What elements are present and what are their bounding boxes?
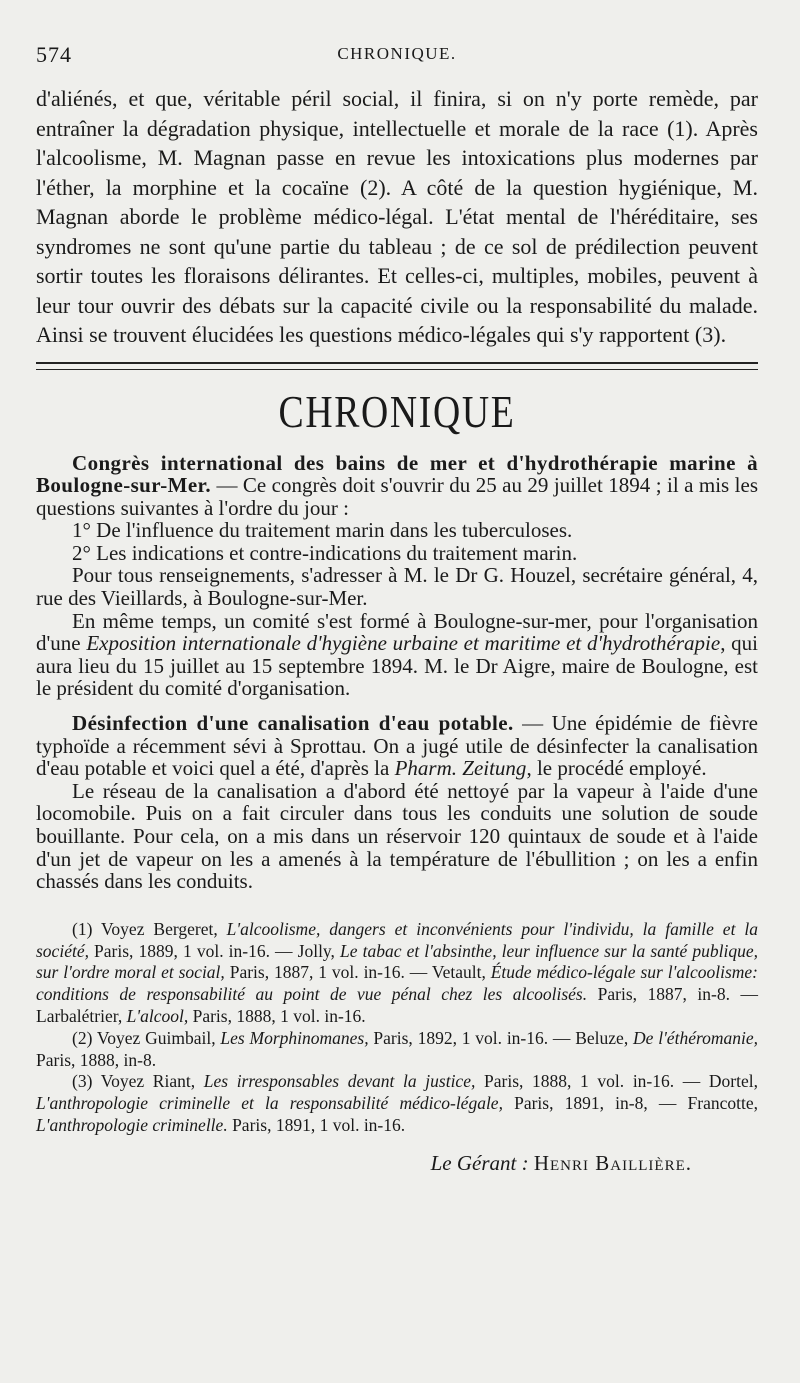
footnote-2-text: Paris, 1888, in-8. [36, 1049, 157, 1070]
footnote-3-text: Paris, 1888, 1 vol. in-16. — Dortel, [475, 1071, 759, 1092]
footnote-3-text: Paris, 1891, in-8, — Francotte, [502, 1093, 758, 1114]
exposition-title: Exposition internationale d'hygiène urbaine et maritime et d'hydrothérapie [86, 631, 721, 656]
signature-label: Le Gérant : [430, 1150, 529, 1175]
article-desinfection [36, 712, 758, 893]
footnote-2-work: De l'éthéromanie, [633, 1027, 759, 1048]
article-desinfection-body: Le réseau de la canalisation a d'abord été nettoyé par la vapeur à l'aide d'une locomobile. Puis on a fait circuler dans tous les conduits une solution de soude bouillante. Pour cela, on a mis dans un réservoir 120 quintaux de soude et à l'aide d'un jet de vapeur on les a amenés à la température de l'ébullition ; on les a enfin chassés dans les conduits. [36, 778, 758, 894]
footnote-2-text: Paris, 1892, 1 vol. in-16. — Beluze, [368, 1027, 633, 1048]
footnote-1-work: L'alcool, [126, 1005, 189, 1026]
footnote-3-work: Les irresponsables devant la justice, [203, 1071, 476, 1092]
footnote-1-text: Paris, 1889, 1 vol. in-16. — Jolly, [88, 940, 341, 961]
intro-paragraph [36, 84, 758, 350]
footnotes [36, 919, 758, 1137]
exposition-paragraph [36, 610, 758, 700]
article-desinfection-title: Désinfection d'une canalisation d'eau potable. [72, 711, 514, 736]
footnote-3-text: Paris, 1891, 1 vol. in-16. [227, 1114, 406, 1135]
footnote-1-text: (1) Voyez Bergeret, [72, 918, 227, 939]
exposition-text-a: En même temps, un comité s'est formé à Boulogne-sur-mer, pour l'organisation d'une [36, 608, 758, 656]
agenda-item-2: 2° Les indications et contre-indications du traitement marin. [72, 540, 578, 565]
signature [36, 1151, 758, 1176]
double-rule-divider [36, 362, 758, 370]
article-congres [36, 452, 758, 701]
footnote-1-work: Étude médico-légale sur l'alcoolisme: conditions de responsabilité au point de vue pénal chez les alcoolisés. [36, 962, 759, 1005]
footnote-1-text: Paris, 1888, 1 vol. in-16. [188, 1005, 366, 1026]
section-title: CHRONIQUE [278, 385, 516, 437]
footnote-1-work: L'alcoolisme, dangers et inconvénients pour l'individu, la famille et la société, [36, 918, 758, 961]
article-congres-intro: — Ce congrès doit s'ouvrir du 25 au 29 juillet 1894 ; il a mis les questions suivantes à l'ordre du jour : [36, 473, 758, 520]
page-number: 574 [36, 42, 72, 67]
contact-info: Pour tous renseignements, s'adresser à M. le Dr G. Houzel, secrétaire général, 4, rue des Vieillards, à Boulogne-sur-Mer. [36, 563, 758, 611]
footnote-1-work: Le tabac et l'absinthe, leur influence sur la santé publique, sur l'ordre moral et social, [36, 940, 758, 983]
footnote-3 [36, 1071, 758, 1136]
footnote-3-work: L'anthropologie criminelle. [36, 1114, 228, 1135]
article-congres-lead [36, 452, 758, 520]
article-desinfection-intro-a: — Une épidémie de fièvre typhoïde a récemment sévi à Sprottau. On a jugé utile de désinfecter la canalisation d'eau potable et voici quel a été, d'après la [36, 711, 758, 781]
footnote-3-work: L'anthropologie criminelle et la responsabilité médico-légale, [36, 1093, 503, 1114]
intro-text: d'aliénés, et que, véritable péril social, il finira, si on n'y porte remède, par entraîner la dégradation physique, intellectuelle et morale de la race (1). Après l'alcoolisme, M. Magnan passe en revue les intoxications plus modernes par l'éther, la morphine et la cocaïne (2). A côté de la question hygiénique, M. Magnan aborde le problème médico-légal. L'état mental de l'héréditaire, ses syndromes ne sont qu'une partie du tableau ; de ce sol de prédilection peuvent sortir toutes les floraisons délirantes. Et celles-ci, multiples, mobiles, peuvent à leur tour ouvrir des débats sur la capacité civile ou la responsabilité du malade. Ainsi se trouvent élucidées les questions médico-légales qui s'y rapportent (3). [36, 86, 758, 347]
article-congres-title: Congrès international des bains de mer et d'hydrothérapie marine à Boulogne-sur-Mer. [36, 450, 758, 498]
article-desinfection-intro-b: , le procédé employé. [526, 756, 707, 781]
footnote-2-text: (2) Voyez Guimbail, [72, 1027, 221, 1048]
article-desinfection-source: Pharm. Zeitung [394, 756, 527, 781]
footnote-1-text: Paris, 1887, in-8. — Larbalétrier, [36, 984, 758, 1026]
agenda-item-1: 1° De l'influence du traitement marin dans les tuberculoses. [72, 518, 573, 543]
footnote-1-text: Paris, 1887, 1 vol. in-16. — Vetault, [224, 962, 491, 983]
signature-name: Henri Baillière. [533, 1150, 692, 1175]
footnote-2 [36, 1028, 758, 1072]
footnote-3-text: (3) Voyez Riant, [72, 1071, 204, 1092]
running-head [36, 0, 758, 67]
footnote-1 [36, 919, 758, 1028]
running-title: CHRONIQUE. [337, 44, 457, 63]
article-desinfection-lead [36, 712, 758, 780]
exposition-text-b: , qui aura lieu du 15 juillet au 15 septembre 1894. M. le Dr Aigre, maire de Boulogne, est le président du comité d'organisation. [36, 631, 758, 701]
footnote-2-work: Les Morphinomanes, [220, 1027, 369, 1048]
